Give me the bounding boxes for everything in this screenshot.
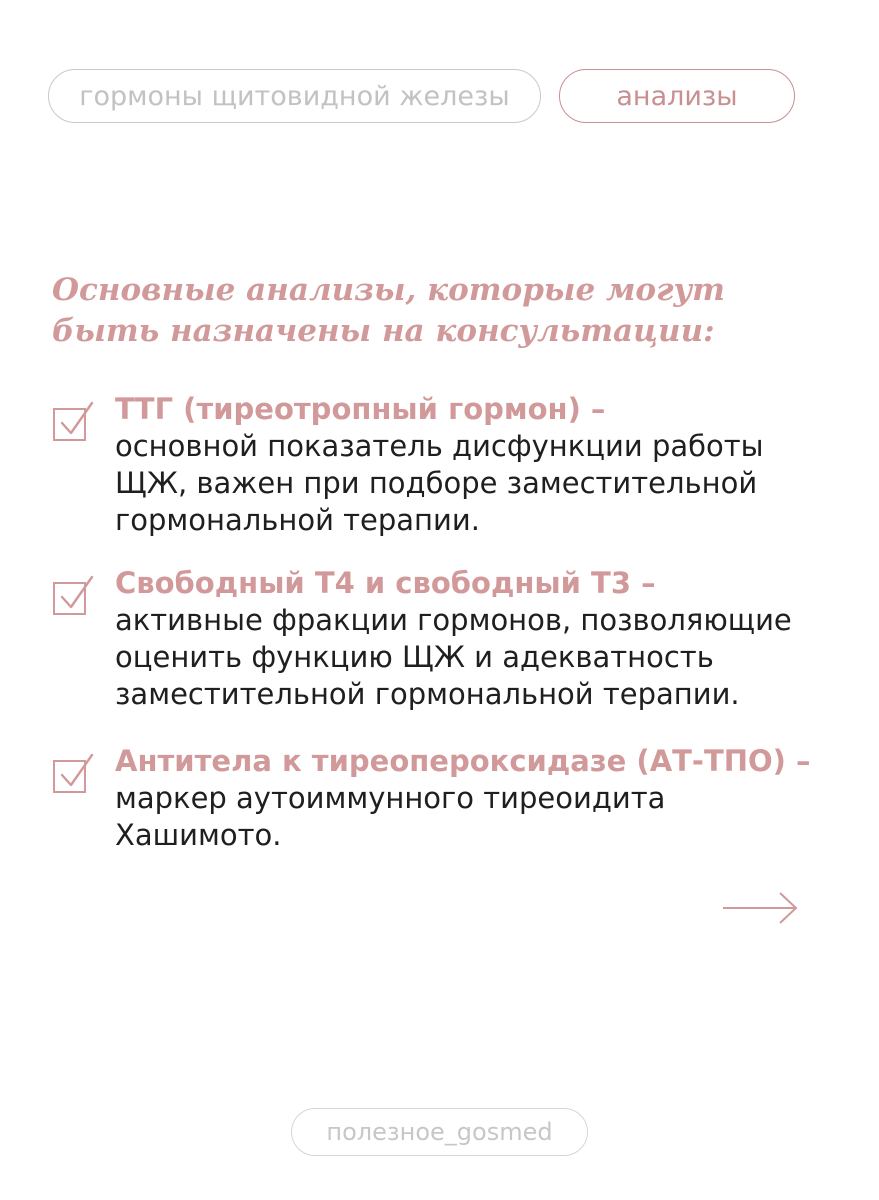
list-item-line: маркер аутоиммунного тиреоидита xyxy=(115,781,666,815)
arrow-right-icon[interactable] xyxy=(722,890,798,926)
list-item-line: ЩЖ, важен при подборе заместительной xyxy=(115,466,758,500)
list-item-line: гормональной терапии. xyxy=(115,503,480,537)
list-item-text xyxy=(115,391,764,539)
list-item-line: заместительной гормональной терапии. xyxy=(115,677,740,711)
page-heading-line-1: Основные анализы, которые могут xyxy=(52,272,725,308)
footer-handle-badge[interactable] xyxy=(291,1108,588,1156)
list-item-text xyxy=(115,743,811,854)
page-heading-line-2: быть назначены на консультации: xyxy=(52,313,715,349)
tag-tests-label: анализы xyxy=(616,80,738,112)
list-item-term: Свободный Т4 и свободный Т3 – xyxy=(115,566,656,600)
tag-thyroid-hormones[interactable] xyxy=(48,69,541,123)
page-heading xyxy=(52,270,725,352)
list-item-term: Антитела к тиреопероксидазе (АТ-ТПО) – xyxy=(115,744,811,778)
list-item-line: оценить функцию ЩЖ и адекватность xyxy=(115,640,714,674)
list-item-line: основной показатель дисфункции работы xyxy=(115,429,764,463)
list-item-text xyxy=(115,565,792,713)
list-item-line: активные фракции гормонов, позволяющие xyxy=(115,603,792,637)
checkbox-check-icon xyxy=(52,573,96,617)
checkbox-check-icon xyxy=(52,751,96,795)
tag-thyroid-hormones-label: гормоны щитовидной железы xyxy=(79,80,510,112)
tag-tests[interactable] xyxy=(559,69,795,123)
checkbox-check-icon xyxy=(52,399,96,443)
list-item-term: ТТГ (тиреотропный гормон) – xyxy=(115,392,606,426)
footer-handle-label: полезное_gosmed xyxy=(326,1118,553,1146)
list-item-line: Хашимото. xyxy=(115,818,282,852)
